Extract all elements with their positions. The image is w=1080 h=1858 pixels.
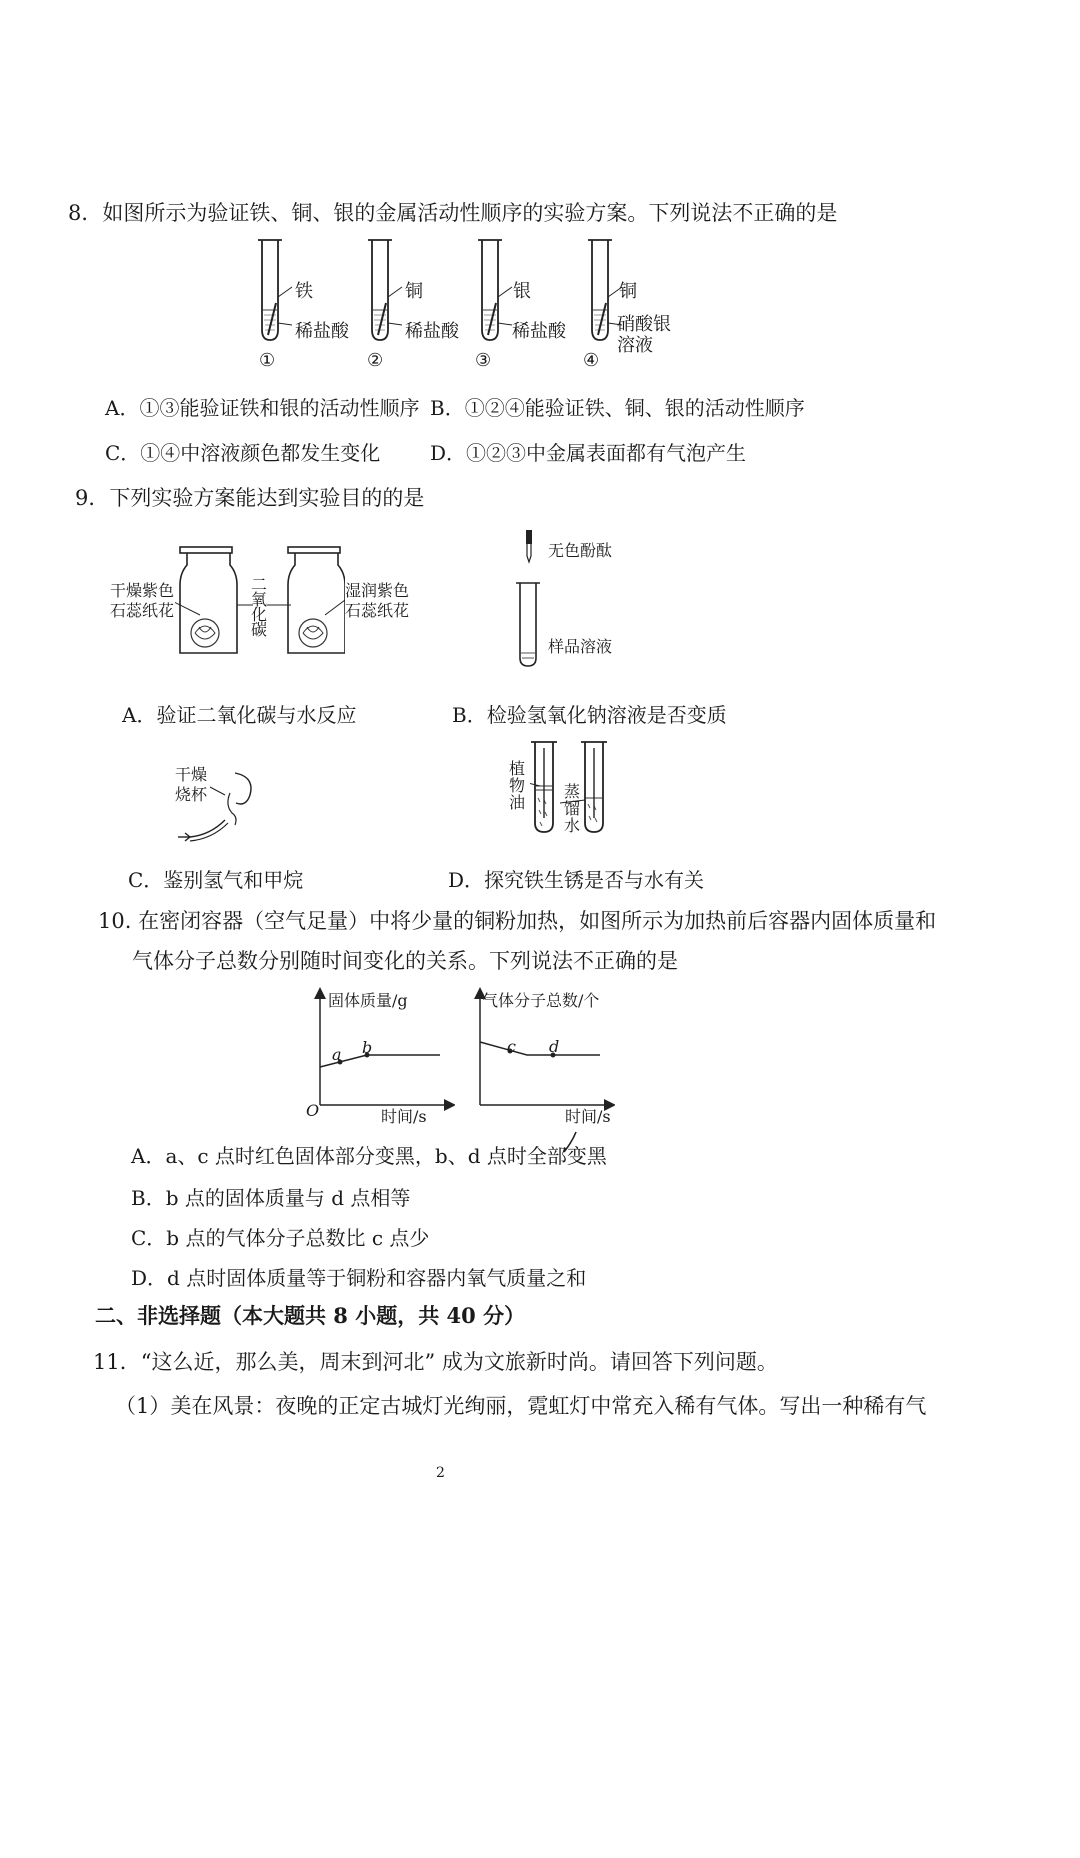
tube2-number: ② bbox=[367, 350, 384, 371]
q8-option-c: C．①④中溶液颜色都发生变化 bbox=[105, 441, 381, 465]
q10-option-c: C．b 点的气体分子总数比 c 点少 bbox=[131, 1226, 430, 1250]
chart2-xlabel: 时间/s bbox=[565, 1107, 611, 1126]
tube1-solution: 稀盐酸 bbox=[295, 321, 349, 342]
chart1-origin: O bbox=[306, 1101, 320, 1120]
fig-a-left-label-1: 干燥紫色 bbox=[110, 581, 175, 600]
q8-option-d: D．①②③中金属表面都有气泡产生 bbox=[430, 441, 747, 465]
tube4-solution-line1: 硝酸银 bbox=[617, 314, 671, 335]
tube4-metal: 铜 bbox=[619, 281, 637, 302]
test-tube-3 bbox=[478, 240, 512, 340]
q8-option-a: A．①③能验证铁和银的活动性顺序 bbox=[105, 396, 420, 420]
tube3-solution: 稀盐酸 bbox=[512, 321, 566, 342]
q10-stem-line1: 10. 在密闭容器（空气足量）中将少量的铜粉加热，如图所示为加热前后容器内固体质量和 bbox=[98, 909, 937, 933]
tube4-number: ④ bbox=[583, 350, 600, 371]
fig-b-sample-label: 样品溶液 bbox=[548, 637, 613, 656]
tube3-metal: 银 bbox=[513, 281, 531, 302]
q10-option-d: D．d 点时固体质量等于铜粉和容器内氧气质量之和 bbox=[131, 1266, 587, 1290]
point-c-label: c bbox=[507, 1037, 516, 1056]
fig-a-gas-label: 二 氧 化 碳 bbox=[251, 575, 268, 639]
fig-a-right-label-1: 湿润紫色 bbox=[345, 581, 410, 600]
point-b-label: b bbox=[362, 1038, 373, 1057]
tube-oil bbox=[531, 742, 557, 832]
fig-d-water-label: 蒸 馏 水 bbox=[564, 782, 581, 835]
q9-fig-c-beaker bbox=[170, 765, 270, 850]
page-number: 2 bbox=[436, 1465, 445, 1481]
q11-part1: （1）美在风景：夜晚的正定古城灯光绚丽，霓虹灯中常充入稀有气体。写出一种稀有气 bbox=[115, 1394, 927, 1418]
q8-stem: 8．如图所示为验证铁、铜、银的金属活动性顺序的实验方案。下列说法不正确的是 bbox=[68, 201, 838, 225]
fig-c-label-2: 烧杯 bbox=[175, 785, 208, 804]
point-a-label: a bbox=[332, 1045, 342, 1064]
tube4-solution-line2: 溶液 bbox=[617, 335, 653, 356]
test-tube-1 bbox=[258, 240, 292, 340]
bottle-dry bbox=[180, 547, 237, 653]
q10-option-b: B．b 点的固体质量与 d 点相等 bbox=[131, 1186, 411, 1210]
fig-b-dropper-label: 无色酚酞 bbox=[548, 541, 613, 560]
q10-option-a: A．a、c 点时红色固体部分变黑，b、d 点时全部变黑 bbox=[131, 1144, 607, 1168]
q9-option-b: B．检验氢氧化钠溶液是否变质 bbox=[452, 703, 727, 727]
point-d-label: d bbox=[549, 1037, 560, 1056]
fig-a-right-label-2: 石蕊纸花 bbox=[345, 601, 410, 620]
fig-a-left-label-2: 石蕊纸花 bbox=[110, 601, 175, 620]
bottle-wet bbox=[288, 547, 345, 653]
chart1-ylabel: 固体质量/g bbox=[328, 991, 408, 1010]
tube1-metal: 铁 bbox=[295, 281, 313, 302]
gas-molecules-line bbox=[480, 1042, 600, 1055]
q9-option-c: C．鉴别氢气和甲烷 bbox=[128, 868, 304, 892]
q10-stem-line2: 气体分子总数分别随时间变化的关系。下列说法不正确的是 bbox=[132, 949, 678, 973]
tube1-number: ① bbox=[259, 350, 276, 371]
q9-option-d: D．探究铁生锈是否与水有关 bbox=[448, 868, 705, 892]
q8-test-tubes-figure bbox=[250, 235, 680, 380]
tube-water bbox=[581, 742, 607, 832]
q9-stem: 9．下列实验方案能达到实验目的的是 bbox=[75, 486, 425, 510]
chart2-ylabel: 气体分子总数/个 bbox=[482, 991, 600, 1010]
fig-c-label-1: 干燥 bbox=[175, 765, 208, 784]
q11-stem: 11．“这么近，那么美，周末到河北” 成为文旅新时尚。请回答下列问题。 bbox=[93, 1350, 778, 1374]
tube2-metal: 铜 bbox=[405, 281, 423, 302]
section-2-heading: 二、非选择题（本大题共 8 小题，共 40 分） bbox=[95, 1303, 526, 1328]
tube3-number: ③ bbox=[475, 350, 492, 371]
test-tube-2 bbox=[368, 240, 402, 340]
fig-d-oil-label: 植 物 油 bbox=[509, 759, 526, 812]
chart1-xlabel: 时间/s bbox=[381, 1107, 427, 1126]
q9-option-a: A．验证二氧化碳与水反应 bbox=[122, 703, 357, 727]
q8-option-b: B．①②④能验证铁、铜、银的活动性顺序 bbox=[430, 396, 805, 420]
tube2-solution: 稀盐酸 bbox=[405, 321, 459, 342]
